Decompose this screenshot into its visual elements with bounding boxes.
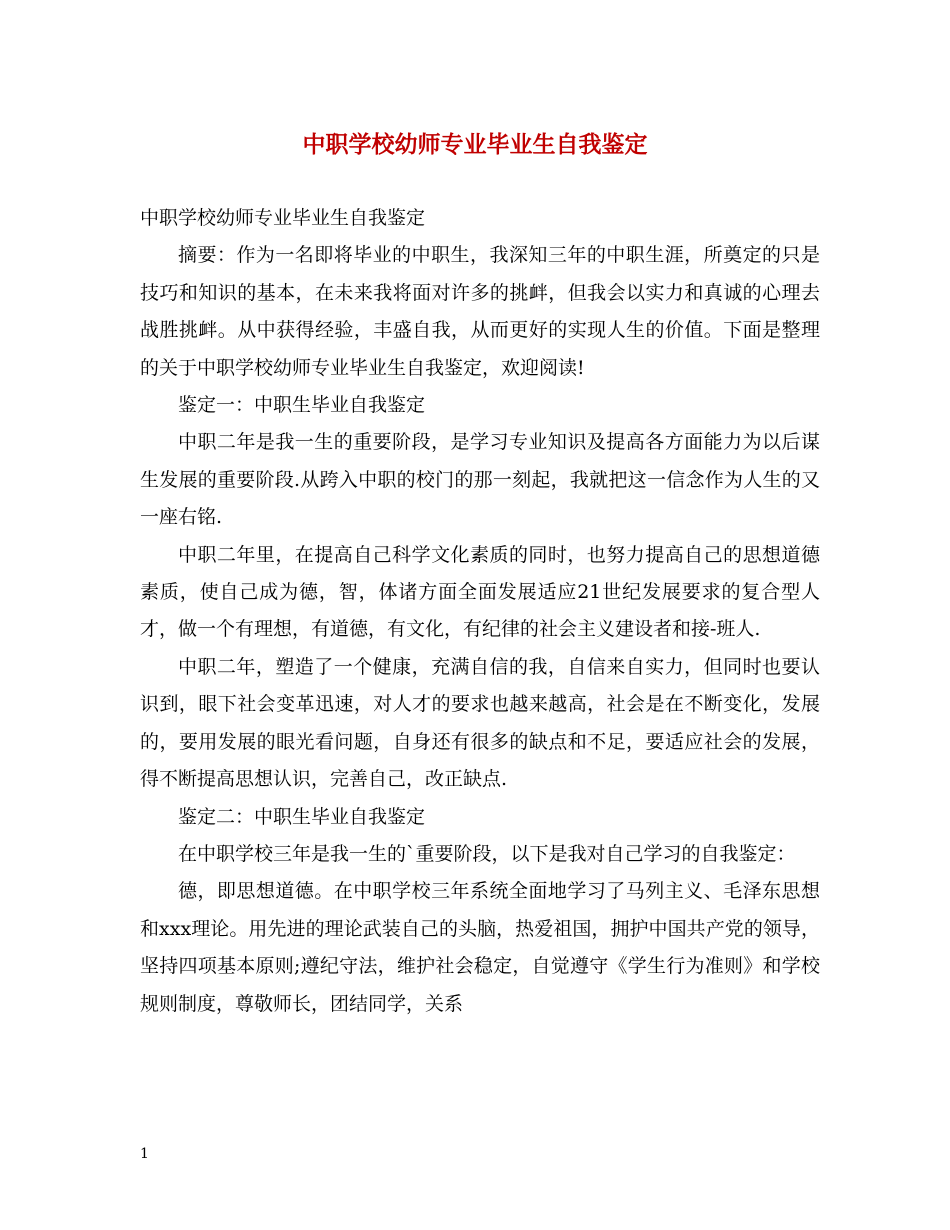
paragraph: 中职二年里，在提高自己科学文化素质的同时，也努力提高自己的思想道德素质，使自己成为德，智，体诸方面全面发展适应21世纪发展要求的复合型人才，做一个有理想，有道德，有文化，有纪律的社会主义建设者和接-班人. [140,543,820,641]
page-number: 1 [140,1146,149,1162]
paragraph: 中职二年，塑造了一个健康，充满自信的我，自信来自实力，但同时也要认识到，眼下社会变革迅速，对人才的要求也越来越高，社会是在不断变化，发展的，要用发展的眼光看问题，自身还有很多的缺点和不足，要适应社会的发展，得不断提高思想认识，完善自己，改正缺点. [140,655,820,791]
paragraph: 在中职学校三年是我一生的`重要阶段，以下是我对自己学习的自我鉴定： [178,842,796,865]
paragraph: 中职二年是我一生的重要阶段，是学习专业知识及提高各方面能力为以后谋生发展的重要阶段.从跨入中职的校门的那一刻起，我就把这一信念作为人生的又一座右铭. [140,431,820,529]
document-body [140,200,820,1023]
paragraph: 德，即思想道德。在中职学校三年系统全面地学习了马列主义、毛泽东思想和xxx理论。用先进的理论武装自己的头脑，热爱祖国，拥护中国共产党的领导，坚持四项基本原则;遵纪守法，维护社会稳定，自觉遵守《学生行为准则》和学校规则制度，尊敬师长，团结同学，关系 [140,880,820,1015]
section-heading-one: 鉴定一：中职生毕业自我鉴定 [178,394,426,417]
paragraph-heading: 中职学校幼师专业毕业生自我鉴定 [140,207,426,229]
paragraph-abstract: 摘要：作为一名即将毕业的中职生，我深知三年的中职生涯，所奠定的只是技巧和知识的基本，在未来我将面对许多的挑衅，但我会以实力和真诚的心理去战胜挑衅。从中获得经验，丰盛自我，从而更好的实现人生的价值。下面是整理的关于中职学校幼师专业毕业生自我鉴定，欢迎阅读! [140,244,820,379]
document-title: 中职学校幼师专业毕业生自我鉴定 [302,131,648,158]
section-heading-two: 鉴定二：中职生毕业自我鉴定 [178,805,426,828]
